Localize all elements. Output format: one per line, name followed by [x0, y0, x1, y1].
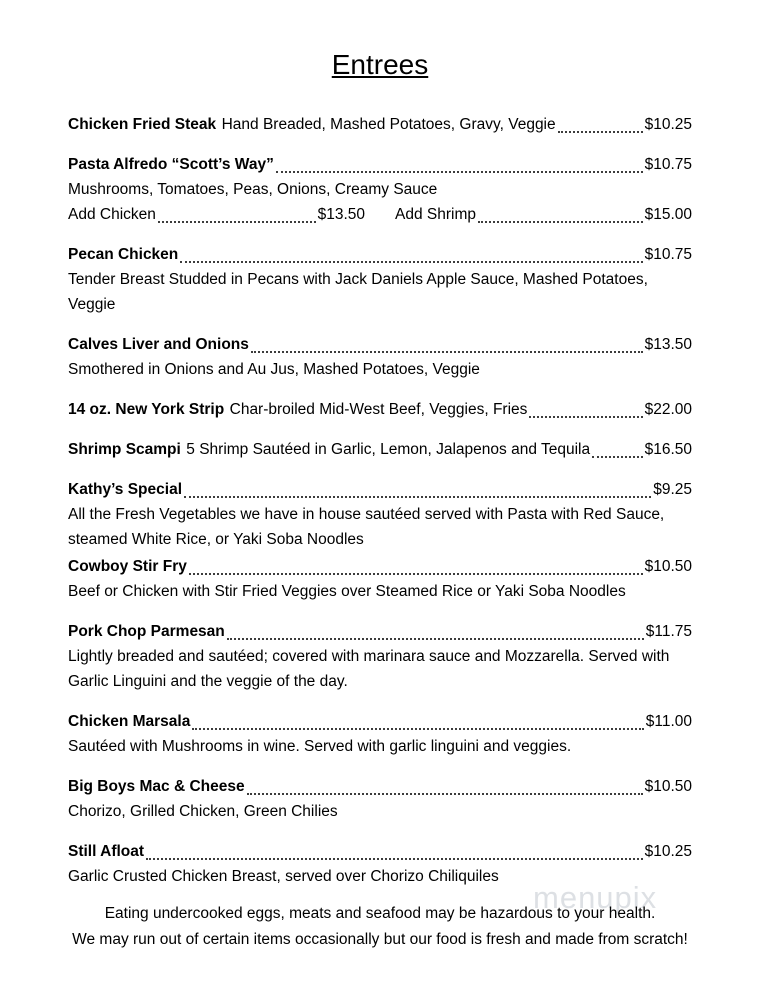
item-header-row: [68, 332, 692, 357]
item-header-row: [68, 397, 692, 422]
item-price: $11.00: [645, 713, 692, 730]
dot-leader: [592, 456, 642, 458]
footer-freshness-note: We may run out of certain items occasionally but our food is fresh and made from scratch!: [72, 931, 688, 948]
dot-leader: [184, 496, 651, 498]
item-header-row: [68, 554, 692, 579]
menu-item: [68, 152, 692, 227]
item-price: $22.00: [644, 401, 692, 418]
dot-leader: [276, 171, 643, 173]
menu-item: [68, 619, 692, 694]
item-price: $10.75: [644, 156, 692, 173]
item-header-row: [68, 477, 692, 502]
item-price: $13.50: [644, 336, 692, 353]
menu-item: [68, 242, 692, 317]
watermark: menupix: [533, 880, 658, 915]
dot-leader: [247, 793, 643, 795]
item-header-row: [68, 152, 692, 177]
dot-leader: [251, 351, 643, 353]
item-description: Beef or Chicken with Stir Fried Veggies over Steamed Rice or Yaki Soba Noodles: [68, 583, 626, 600]
menu-items: [68, 112, 692, 889]
menu-item: [68, 839, 692, 889]
item-header-row: [68, 774, 692, 799]
dot-leader: [192, 728, 643, 730]
item-inline-description: 5 Shrimp Sautéed in Garlic, Lemon, Jalapenos and Tequila: [186, 441, 591, 458]
footer: [68, 901, 692, 953]
addon: [68, 202, 365, 227]
item-name: Pecan Chicken: [68, 246, 179, 263]
item-description: Lightly breaded and sautéed; covered with marinara sauce and Mozzarella. Served with Garlic Linguini and the veggie of the day.: [68, 648, 670, 690]
dot-leader: [529, 416, 642, 418]
dot-leader: [558, 131, 643, 133]
menu-item: [68, 709, 692, 759]
menu-item: [68, 554, 692, 604]
menu-item: [68, 397, 692, 422]
item-header-row: [68, 242, 692, 267]
item-price: $10.50: [644, 778, 692, 795]
item-header-row: [68, 619, 692, 644]
item-header-row: [68, 112, 692, 137]
menu-item: [68, 774, 692, 824]
menu-item: [68, 332, 692, 382]
addon-price: $13.50: [317, 206, 365, 223]
item-name: Chicken Fried Steak: [68, 116, 217, 133]
item-price: $9.25: [653, 481, 692, 498]
item-price: $16.50: [644, 441, 692, 458]
dot-leader: [158, 221, 316, 223]
item-price: $11.75: [645, 623, 692, 640]
item-name: Shrimp Scampi: [68, 441, 181, 458]
item-description: Sautéed with Mushrooms in wine. Served with garlic linguini and veggies.: [68, 738, 572, 755]
item-description: Tender Breast Studded in Pecans with Jack Daniels Apple Sauce, Mashed Potatoes, Veggie: [68, 271, 648, 313]
item-name: Calves Liver and Onions: [68, 336, 249, 353]
item-name: Big Boys Mac & Cheese: [68, 778, 245, 795]
menu-item: [68, 477, 692, 552]
item-description: All the Fresh Vegetables we have in house sautéed served with Pasta with Red Sauce, steamed White Rice, or Yaki Soba Noodles: [68, 506, 665, 548]
item-name: Cowboy Stir Fry: [68, 558, 187, 575]
item-name: Still Afloat: [68, 843, 145, 860]
item-price: $10.75: [644, 246, 692, 263]
dot-leader: [146, 858, 643, 860]
item-header-row: [68, 437, 692, 462]
item-name: Chicken Marsala: [68, 713, 191, 730]
page-title: Entrees: [331, 49, 429, 80]
item-addons: [68, 202, 692, 227]
dot-leader: [478, 221, 643, 223]
item-name: Kathy’s Special: [68, 481, 183, 498]
menu-item: [68, 437, 692, 462]
item-header-row: [68, 839, 692, 864]
item-name: 14 oz. New York Strip: [68, 401, 225, 418]
item-price: $10.25: [644, 116, 692, 133]
item-header-row: [68, 709, 692, 734]
item-inline-description: Hand Breaded, Mashed Potatoes, Gravy, Veggie: [221, 116, 556, 133]
dot-leader: [227, 638, 644, 640]
dot-leader: [180, 261, 642, 263]
addon-label: Add Chicken: [68, 206, 156, 223]
footer-health-warning: Eating undercooked eggs, meats and seafood may be hazardous to your health.: [104, 905, 656, 922]
addon-price: $15.00: [644, 206, 692, 223]
item-name: Pasta Alfredo “Scott’s Way”: [68, 156, 274, 173]
item-price: $10.25: [644, 843, 692, 860]
menu-item: [68, 112, 692, 137]
item-price: $10.50: [644, 558, 692, 575]
item-description: Chorizo, Grilled Chicken, Green Chilies: [68, 803, 338, 820]
item-inline-description: Char-broiled Mid-West Beef, Veggies, Fries: [229, 401, 528, 418]
addon-label: Add Shrimp: [395, 206, 476, 223]
dot-leader: [189, 573, 643, 575]
item-description: Garlic Crusted Chicken Breast, served over Chorizo Chiliquiles: [68, 868, 499, 885]
item-name: Pork Chop Parmesan: [68, 623, 225, 640]
addon: [395, 202, 692, 227]
item-description: Smothered in Onions and Au Jus, Mashed Potatoes, Veggie: [68, 361, 480, 378]
item-description: Mushrooms, Tomatoes, Peas, Onions, Creamy Sauce: [68, 181, 438, 198]
